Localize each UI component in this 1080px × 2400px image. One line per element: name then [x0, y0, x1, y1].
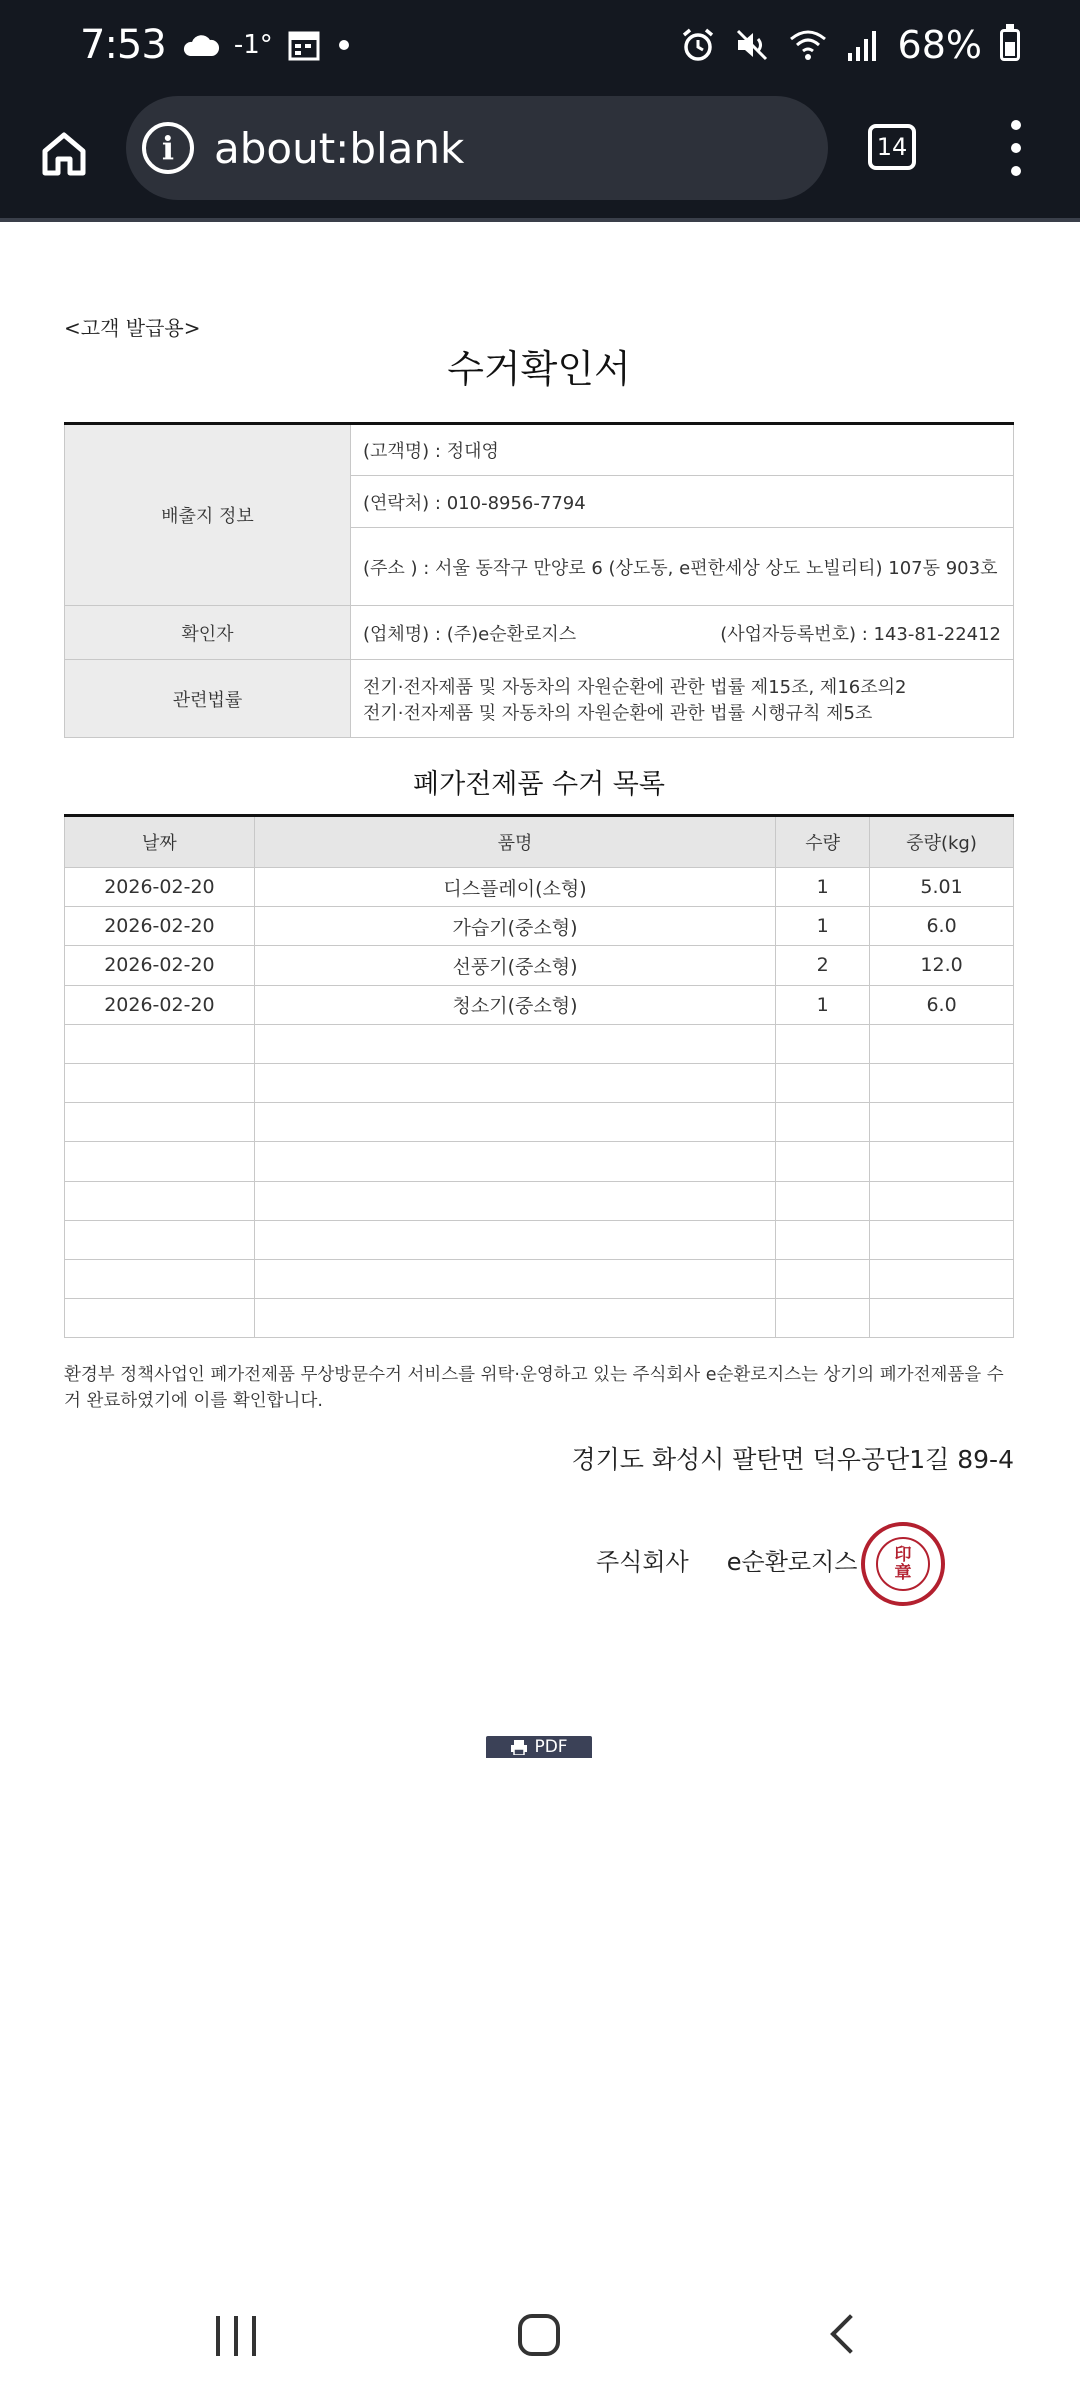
cell-date: [65, 1142, 255, 1181]
table-row: [65, 907, 1014, 946]
column-header-weight: 중량(kg): [870, 816, 1014, 868]
cell-date: [65, 1063, 255, 1102]
nav-back-button[interactable]: [830, 2314, 870, 2354]
url-text[interactable]: about:blank: [214, 123, 465, 173]
status-time: 7:53: [80, 22, 166, 68]
customer-name: (고객명) : 정대영: [351, 424, 1014, 476]
law-line-2: 전기·전자제품 및 자동차의 자원순환에 관한 법률 시행규칙 제5조: [363, 702, 873, 724]
cell-item: 선풍기(중소형): [254, 946, 775, 985]
table-row: [65, 868, 1014, 907]
cell-date: 2026-02-20: [65, 985, 255, 1024]
home-button[interactable]: [36, 126, 92, 182]
cell-date: [65, 1220, 255, 1259]
table-row: [65, 1220, 1014, 1259]
section-sender-info: 배출지 정보: [65, 424, 351, 606]
cell-item: [254, 1024, 775, 1063]
wifi-icon: [788, 27, 828, 63]
company-name-field: (업체명) : (주)e순환로지스: [363, 623, 577, 645]
cell-qty: [776, 1220, 870, 1259]
collection-table: [64, 814, 1014, 1338]
document-title: 수거확인서: [447, 347, 631, 391]
table-row: [65, 1181, 1014, 1220]
table-row: [65, 1259, 1014, 1298]
more-menu-icon[interactable]: [1004, 120, 1028, 176]
cell-item: [254, 1299, 775, 1338]
home-icon: [39, 129, 89, 179]
cell-weight: 6.0: [870, 985, 1014, 1024]
cell-date: [65, 1259, 255, 1298]
mute-icon: [734, 27, 770, 63]
column-header-item: 품명: [254, 816, 775, 868]
cell-date: [65, 1299, 255, 1338]
collection-list-title: 폐가전제품 수거 목록: [413, 769, 665, 800]
cloud-icon: [180, 32, 220, 58]
cell-item: 청소기(중소형): [254, 985, 775, 1024]
confirmation-notice: 환경부 정책사업인 폐가전제품 무상방문수거 서비스를 위탁·운영하고 있는 주식회사 e순환로지스는 상기의 폐가전제품을 수거 완료하였기에 이를 확인합니다.: [64, 1365, 1004, 1411]
battery-icon: [1000, 29, 1020, 61]
cell-date: 2026-02-20: [65, 868, 255, 907]
cell-weight: [870, 1142, 1014, 1181]
pdf-button-label[interactable]: PDF: [534, 1737, 568, 1757]
table-row: [65, 985, 1014, 1024]
collection-table-body: [65, 868, 1014, 1338]
cell-qty: 1: [776, 868, 870, 907]
table-row: [65, 1103, 1014, 1142]
system-nav-bar: [0, 2300, 1080, 2400]
cell-weight: [870, 1259, 1014, 1298]
tab-switcher-button[interactable]: 14: [868, 124, 916, 170]
cell-weight: [870, 1220, 1014, 1259]
status-battery-text: 68%: [897, 23, 982, 67]
cell-weight: [870, 1103, 1014, 1142]
cell-weight: 5.01: [870, 868, 1014, 907]
cell-item: 디스플레이(소형): [254, 868, 775, 907]
cell-item: [254, 1220, 775, 1259]
cell-weight: [870, 1063, 1014, 1102]
document-label: <고객 발급용>: [64, 316, 201, 340]
cell-weight: 6.0: [870, 907, 1014, 946]
cell-date: 2026-02-20: [65, 907, 255, 946]
confirmer-cell: [351, 606, 1014, 660]
cell-qty: [776, 1259, 870, 1298]
section-law: 관련법률: [65, 660, 351, 738]
table-row: [65, 946, 1014, 985]
company-seal-stamp: 印 章: [861, 1522, 945, 1606]
cell-item: [254, 1103, 775, 1142]
column-header-qty: 수량: [776, 816, 870, 868]
cell-qty: [776, 1181, 870, 1220]
section-confirmer: 확인자: [65, 606, 351, 660]
company-name: e순환로지스: [726, 1548, 858, 1576]
signal-icon: [846, 29, 880, 61]
printer-icon: [510, 1739, 528, 1755]
nav-home-button[interactable]: [518, 2314, 560, 2356]
cell-weight: 12.0: [870, 946, 1014, 985]
cell-item: [254, 1181, 775, 1220]
customer-contact: (연락처) : 010-8956-7794: [351, 476, 1014, 528]
customer-address: (주소 ) : 서울 동작구 만양로 6 (상도동, e편한세상 상도 노빌리티) 107동 903호: [351, 528, 1014, 606]
company-signature: [596, 1542, 857, 1577]
table-row: [65, 1299, 1014, 1338]
company-type: 주식회사: [596, 1548, 689, 1576]
status-temperature: -1°: [233, 30, 273, 60]
cell-item: 가습기(중소형): [254, 907, 775, 946]
cell-item: [254, 1259, 775, 1298]
cell-qty: [776, 1063, 870, 1102]
cell-date: [65, 1024, 255, 1063]
law-cell: [351, 660, 1014, 738]
cell-qty: [776, 1024, 870, 1063]
business-number: (사업자등록번호) : 143-81-22412: [720, 623, 1001, 645]
calendar-icon: [287, 28, 321, 62]
info-icon[interactable]: i: [142, 122, 194, 174]
cell-date: [65, 1181, 255, 1220]
cell-qty: 1: [776, 985, 870, 1024]
column-header-date: 날짜: [65, 816, 255, 868]
cell-item: [254, 1063, 775, 1102]
browser-toolbar: [0, 90, 1080, 222]
cell-weight: [870, 1181, 1014, 1220]
cell-weight: [870, 1024, 1014, 1063]
dot-icon: [335, 36, 353, 54]
pdf-button[interactable]: [486, 1736, 592, 1758]
cell-qty: [776, 1142, 870, 1181]
cell-date: [65, 1103, 255, 1142]
recent-apps-button[interactable]: [216, 2316, 256, 2356]
url-bar[interactable]: [126, 96, 828, 200]
table-row: [65, 1063, 1014, 1102]
cell-date: 2026-02-20: [65, 946, 255, 985]
company-address: 경기도 화성시 팔탄면 덕우공단1길 89-4: [571, 1445, 1014, 1474]
table-row: [65, 1142, 1014, 1181]
cell-item: [254, 1142, 775, 1181]
cell-qty: 1: [776, 907, 870, 946]
cell-weight: [870, 1299, 1014, 1338]
cell-qty: 2: [776, 946, 870, 985]
cell-qty: [776, 1299, 870, 1338]
cell-qty: [776, 1103, 870, 1142]
table-row: [65, 1024, 1014, 1063]
status-bar: [0, 0, 1080, 90]
alarm-icon: [680, 27, 716, 63]
law-line-1: 전기·전자제품 및 자동차의 자원순환에 관한 법률 제15조, 제16조의2: [363, 676, 907, 698]
info-table: [64, 422, 1014, 738]
